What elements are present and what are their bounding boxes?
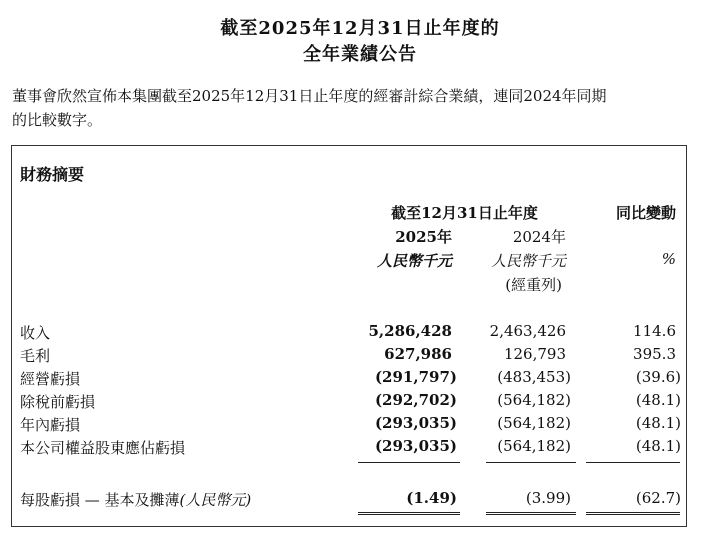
eps-2025: (1.49) — [406, 489, 457, 507]
cell-2025: (293,035) — [374, 414, 457, 432]
eps-label: 每股虧損 — 基本及攤薄 — [20, 491, 180, 509]
cell-2024: 126,793 — [503, 345, 566, 363]
header-period: 截至12月31日止年度 — [391, 204, 538, 222]
header-change: 同比變動 — [615, 204, 676, 222]
row-label: 毛利 — [20, 347, 51, 365]
cell-2024: (564,182) — [497, 391, 571, 409]
underline-2024 — [486, 462, 576, 463]
cell-change: (39.6) — [635, 368, 681, 386]
cell-2024: 2,463,426 — [489, 322, 566, 340]
row-label: 收入 — [20, 324, 51, 342]
row-label: 本公司權益股東應佔虧損 — [20, 439, 186, 457]
header-unit-2025: 人民幣千元 — [376, 252, 452, 270]
announcement-title-line2: 全年業績公告 — [303, 44, 417, 65]
cell-2025: (291,797) — [374, 368, 457, 386]
cell-2025: 5,286,428 — [368, 322, 452, 340]
intro-text-line2: 的比較數字。 — [12, 111, 103, 129]
underline-change — [586, 462, 680, 463]
header-year-2025: 2025年 — [395, 228, 452, 246]
double-underline-change — [586, 512, 680, 515]
cell-2024: (483,453) — [497, 368, 571, 386]
cell-2025: (293,035) — [374, 437, 457, 455]
header-year-2024: 2024年 — [512, 228, 566, 246]
cell-change: (48.1) — [635, 414, 681, 432]
eps-unit: (人民幣元) — [179, 491, 252, 509]
eps-label-group — [20, 489, 251, 510]
double-underline-2025 — [358, 512, 460, 515]
header-unit-change: % — [661, 250, 676, 268]
header-restated: (經重列) — [505, 276, 562, 294]
cell-change: (48.1) — [635, 437, 681, 455]
intro-text-line1: 董事會欣然宣佈本集團截至2025年12月31日止年度的經審計綜合業績，連同2024年同期 — [12, 87, 607, 105]
eps-change: (62.7) — [635, 489, 681, 507]
row-label: 除稅前虧損 — [20, 393, 96, 411]
announcement-title-line1: 截至2025年12月31日止年度的 — [220, 18, 500, 39]
cell-change: (48.1) — [635, 391, 681, 409]
cell-2024: (564,182) — [497, 437, 571, 455]
eps-2024: (3.99) — [525, 489, 571, 507]
cell-change: 114.6 — [633, 322, 676, 340]
row-label: 經營虧損 — [20, 370, 81, 388]
section-title: 財務摘要 — [20, 165, 85, 184]
cell-2025: 627,986 — [384, 345, 452, 363]
cell-change: 395.3 — [633, 345, 676, 363]
cell-2025: (292,702) — [374, 391, 457, 409]
double-underline-2024 — [486, 512, 576, 515]
row-label: 年內虧損 — [20, 416, 81, 434]
financial-summary-box — [11, 145, 687, 527]
underline-2025 — [358, 462, 460, 463]
header-unit-2024: 人民幣千元 — [490, 252, 566, 270]
cell-2024: (564,182) — [497, 414, 571, 432]
